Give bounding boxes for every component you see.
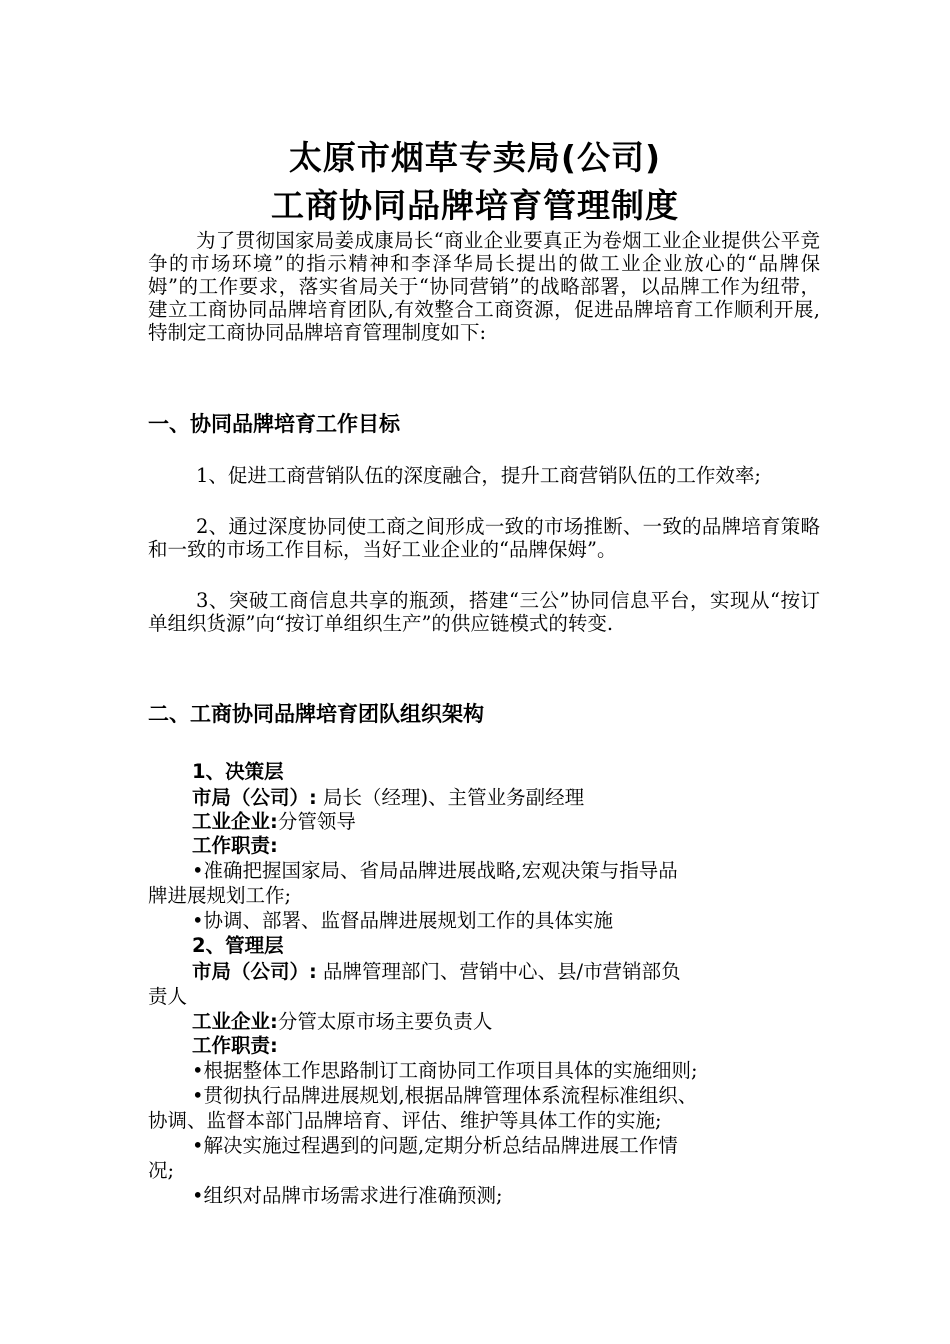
layer2-city-value-cont: 责人 — [148, 985, 188, 1008]
document-title-line1: 太原市烟草专卖局(公司) — [288, 138, 662, 177]
section2-heading: 二、工商协同品牌培育团队组织架构 — [148, 702, 484, 726]
layer2-industry-value: 分管太原市场主要负责人 — [277, 1010, 493, 1033]
layer2-city-row — [192, 956, 681, 984]
layer2-duty-2a: •贯彻执行品牌进展规划,根据品牌管理体系流程标准组织、 — [192, 1084, 698, 1107]
layer2-industry-label: 工业企业: — [192, 1010, 278, 1033]
layer2-city-value: 品牌管理部门、营销中心、县/市营销部负 — [316, 960, 681, 983]
layer1-duty-1b: 牌进展规划工作; — [148, 884, 292, 907]
section1-heading: 一、协同品牌培育工作目标 — [148, 412, 400, 436]
layer2-city-label: 市局（公司）: — [192, 960, 317, 983]
layer2-duty-label: 工作职责: — [192, 1034, 278, 1057]
layer2-duty-1: •根据整体工作思路制订工商协同工作项目具体的实施细则; — [192, 1059, 698, 1082]
layer1-industry-value: 分管领导 — [277, 810, 356, 833]
document-title-line2: 工商协同品牌培育管理制度 — [271, 186, 679, 225]
layer2-duty-2b: 协调、监督本部门品牌培育、评估、维护等具体工作的实施; — [148, 1109, 662, 1132]
goal-item-3: 3、突破工商信息共享的瓶颈，搭建“三公”协同信息平台，实现从“按订单组织货源”向“按订单组织生产”的供应链模式的转变. — [148, 589, 820, 635]
layer1-city-label: 市局（公司）: — [192, 786, 317, 809]
layer1-duty-1a: •准确把握国家局、省局品牌进展战略,宏观决策与指导品 — [192, 859, 678, 882]
layer2-title: 2、管理层 — [192, 934, 284, 957]
intro-paragraph: 为了贯彻国家局姜成康局长“商业企业要真正为卷烟工业企业提供公平竞争的市场环境”的指示精神和李泽华局长提出的做工业企业放心的“品牌保姆”的工作要求，落实省局关于“协同营销”的战略部署，以品牌工作为纽带，建立工商协同品牌培育团队,有效整合工商资源，促进品牌培育工作顺利开展,特制定工商协同品牌培育管理制度如下: — [148, 229, 820, 344]
layer2-duty-4: •组织对品牌市场需求进行准确预测; — [192, 1184, 503, 1207]
layer1-duty-label: 工作职责: — [192, 834, 278, 857]
layer1-duty-2: •协调、部署、监督品牌进展规划工作的具体实施 — [192, 909, 614, 932]
layer1-city-value: 局长（经理)、主管业务副经理 — [316, 786, 585, 809]
goal-item-1: 1、促进工商营销队伍的深度融合，提升工商营销队伍的工作效率; — [196, 464, 761, 487]
layer2-duty-3a: •解决实施过程遇到的问题,定期分析总结品牌进展工作情 — [192, 1134, 678, 1157]
layer1-title: 1、决策层 — [192, 760, 284, 783]
goal-item-2: 2、通过深度协同使工商之间形成一致的市场推断、一致的品牌培育策略和一致的市场工作目标，当好工业企业的“品牌保姆”。 — [148, 515, 820, 561]
layer2-duty-3b: 况; — [148, 1159, 175, 1182]
layer1-industry-label: 工业企业: — [192, 810, 278, 833]
